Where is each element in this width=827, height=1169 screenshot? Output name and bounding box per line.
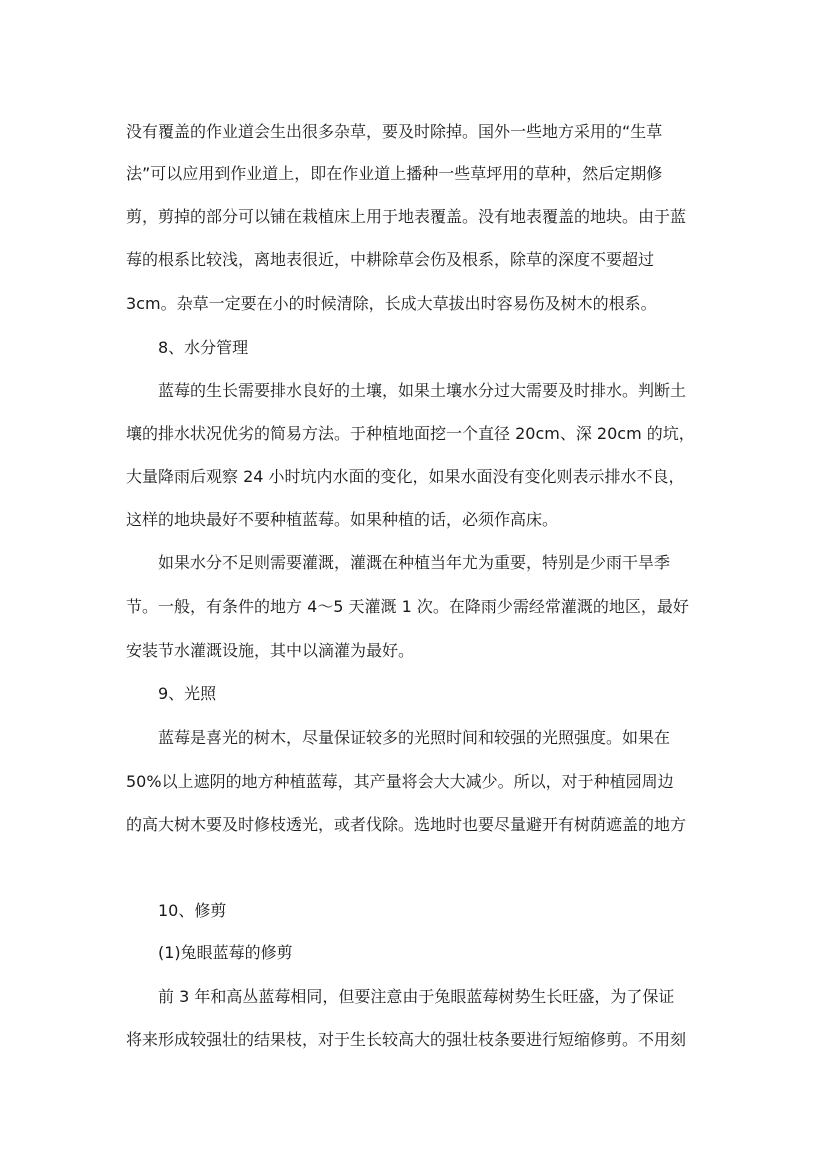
- paragraph-weeding-line-4: 莓的根系比较浅，离地表很近，中耕除草会伤及根系，除草的深度不要超过: [126, 250, 655, 269]
- paragraph-drainage-line-3: 大量降雨后观察 24 小时坑内水面的变化，如果水面没有变化则表示排水不良，: [126, 467, 685, 486]
- paragraph-drainage-line-4: 这样的地块最好不要种植蓝莓。如果种植的话，必须作高床。: [126, 510, 559, 529]
- paragraph-drainage-line-2: 壤的排水状况优劣的简易方法。于种植地面挖一个直径 20cm、深 20cm 的坑，: [126, 424, 695, 443]
- paragraph-weeding-line-5: 3cm。杂草一定要在小的时候清除，长成大草拔出时容易伤及树木的根系。: [126, 294, 657, 313]
- paragraph-irrigation-line-2: 节。一般，有条件的地方 4～5 天灌溉 1 次。在降雨少需经常灌溉的地区，最好: [126, 597, 689, 616]
- paragraph-irrigation-line-1: 如果水分不足则需要灌溉，灌溉在种植当年尤为重要，特别是少雨干旱季: [158, 553, 671, 572]
- section-heading-water-management: 8、水分管理: [158, 338, 249, 357]
- paragraph-weeding-line-1: 没有覆盖的作业道会生出很多杂草，要及时除掉。国外一些地方采用的“生草: [126, 122, 663, 141]
- paragraph-weeding-line-3: 剪，剪掉的部分可以铺在栽植床上用于地表覆盖。没有地表覆盖的地块。由于蓝: [126, 207, 687, 226]
- subsection-heading-rabbiteye-pruning: (1)兔眼蓝莓的修剪: [158, 943, 293, 962]
- paragraph-weeding-line-2: 法”可以应用到作业道上，即在作业道上播种一些草坪用的草种，然后定期修: [126, 164, 663, 183]
- paragraph-irrigation-line-3: 安装节水灌溉设施，其中以滴灌为最好。: [126, 641, 415, 660]
- paragraph-pruning-line-2: 将来形成较强壮的结果枝，对于生长较高大的强壮枝条要进行短缩修剪。不用刻: [126, 1030, 687, 1049]
- paragraph-light-line-2: 50%以上遮阴的地方种植蓝莓，其产量将会大大减少。所以，对于种植园周边: [126, 772, 674, 791]
- paragraph-light-line-3: 的高大树木要及时修枝透光，或者伐除。选地时也要尽量避开有树荫遮盖的地方: [126, 815, 687, 834]
- paragraph-light-line-1: 蓝莓是喜光的树木，尽量保证较多的光照时间和较强的光照强度。如果在: [158, 728, 671, 747]
- paragraph-pruning-line-1: 前 3 年和高丛蓝莓相同，但要注意由于兔眼蓝莓树势生长旺盛，为了保证: [158, 987, 675, 1006]
- section-heading-light: 9、光照: [158, 684, 217, 703]
- paragraph-drainage-line-1: 蓝莓的生长需要排水良好的土壤，如果土壤水分过大需要及时排水。判断土: [158, 381, 687, 400]
- section-heading-pruning: 10、修剪: [158, 901, 227, 920]
